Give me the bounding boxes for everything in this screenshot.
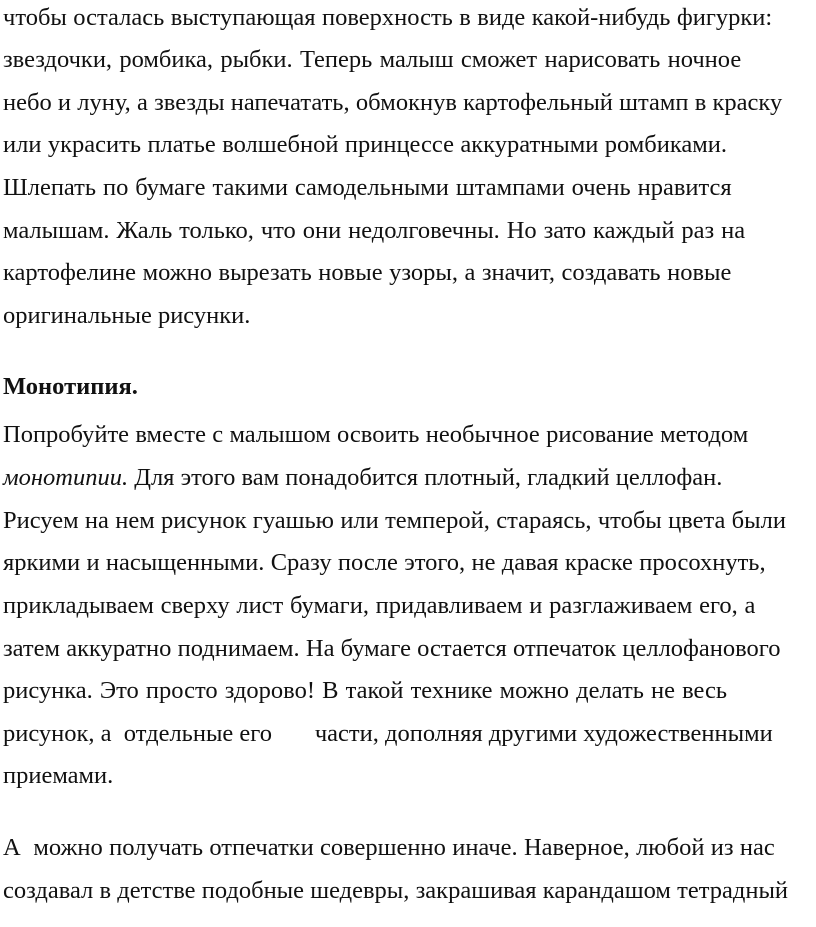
paragraph-1-line-8: оригинальные рисунки. (3, 302, 251, 329)
italic-term: монотипии. (3, 464, 129, 491)
paragraph-2-line-7: рисунка. Это просто здорово! В такой технике можно делать не весь (3, 677, 728, 704)
paragraph-2-line-2 (3, 463, 722, 493)
paragraph-1-line-6: малышам. Жаль только, что они недолговечны. Но зато каждый раз на (3, 217, 746, 244)
paragraph-1-line-4: или украсить платье волшебной принцессе аккуратными ромбиками. (3, 131, 728, 158)
section-heading: Монотипия. (3, 373, 138, 400)
paragraph-1-line-2: звездочки, ромбика, рыбки. Теперь малыш сможет нарисовать ночное (3, 46, 742, 73)
paragraph-2-line-2-rest: Для этого вам понадобится плотный, гладкий целлофан. (128, 464, 723, 491)
paragraph-2-line-3: Рисуем на нем рисунок гуашью или темперой, стараясь, чтобы цвета были (3, 507, 786, 534)
paragraph-3-line-2: создавал в детстве подобные шедевры, закрашивая карандашом тетрадный (3, 877, 789, 904)
paragraph-2-line-4: яркими и насыщенными. Сразу после этого, не давая краске просохнуть, (3, 549, 766, 576)
paragraph-1-line-5: Шлепать по бумаге такими самодельными штампами очень нравится (3, 174, 732, 201)
paragraph-1-line-7: картофелине можно вырезать новые узоры, а значит, создавать новые (3, 259, 732, 286)
paragraph-1-line-3: небо и луну, а звезды напечатать, обмокнув картофельный штамп в краску (3, 89, 783, 116)
paragraph-2-line-5: прикладываем сверху лист бумаги, придавливаем и разглаживаем его, а (3, 592, 756, 619)
paragraph-2-line-6: затем аккуратно поднимаем. На бумаге остается отпечаток целлофанового (3, 635, 781, 662)
paragraph-2-line-8: рисунок, а отдельные его части, дополняя другими художественными (3, 720, 773, 747)
paragraph-2-line-9: приемами. (3, 762, 114, 789)
paragraph-3-line-1: А можно получать отпечатки совершенно иначе. Наверное, любой из нас (3, 834, 775, 861)
paragraph-1-line-1: чтобы осталась выступающая поверхность в виде какой-нибудь фигурки: (3, 4, 773, 31)
paragraph-2-line-1: Попробуйте вместе с малышом освоить необычное рисование методом (3, 421, 749, 448)
